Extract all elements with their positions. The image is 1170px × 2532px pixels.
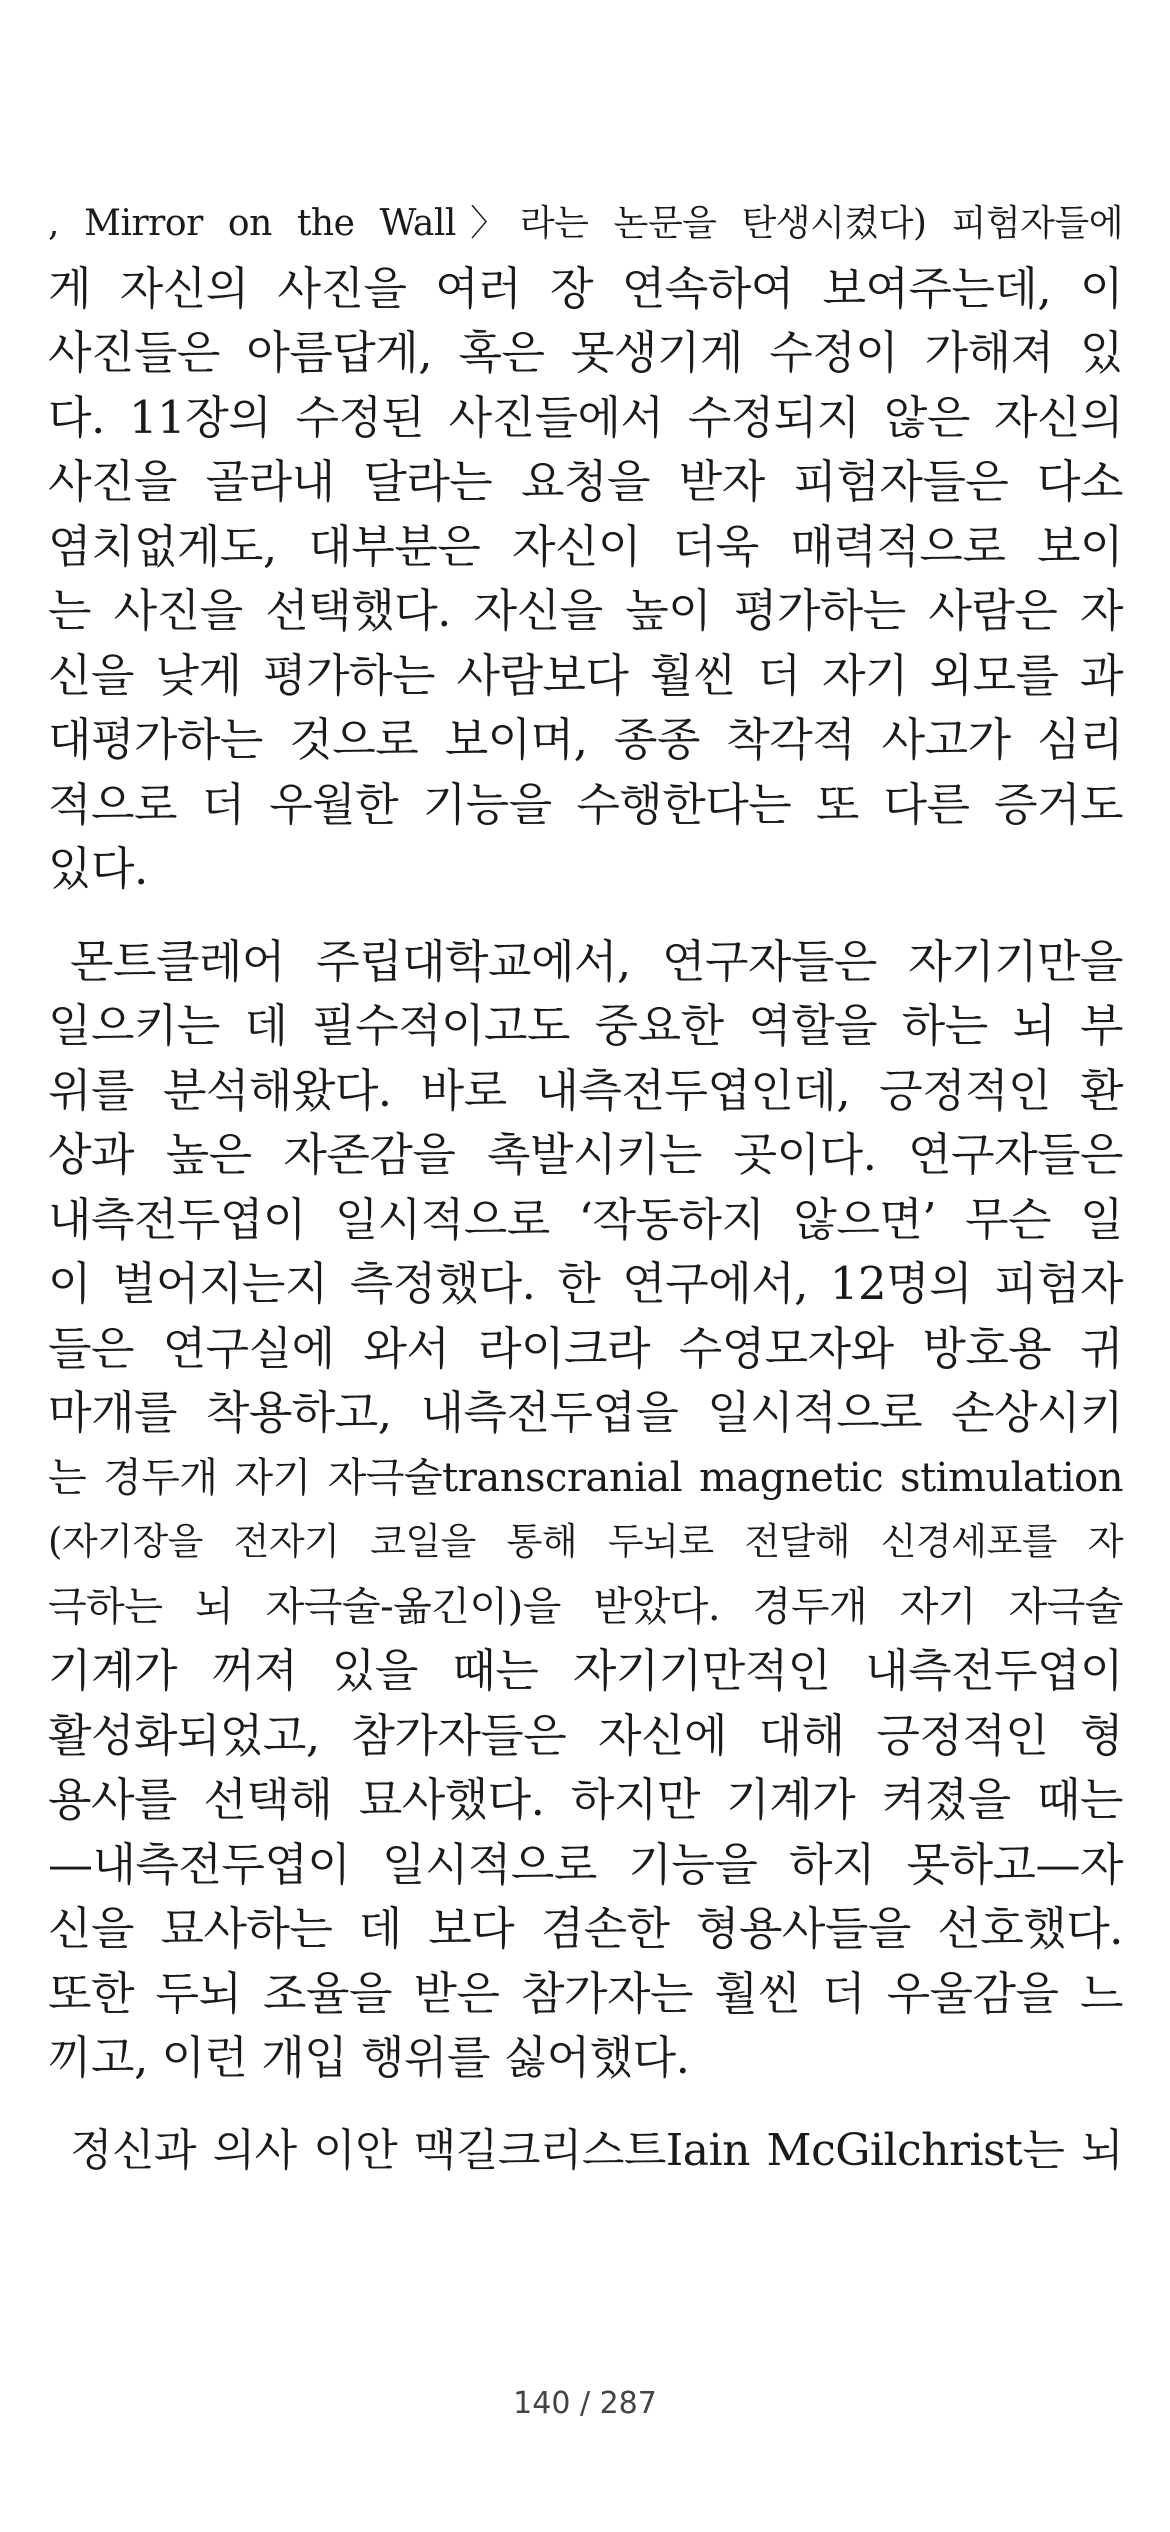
text-line: , Mirror on the Wall〉라는 논문을 탄생시켰다) 피험자들에 — [48, 203, 1123, 244]
text-line: 신을 낮게 평가하는 사람보다 훨씬 더 자기 외모를 과 — [48, 648, 1123, 702]
text-line: 마개를 착용하고, 내측전두엽을 일시적으로 손상시키 — [48, 1386, 1123, 1439]
text-line: 신을 묘사하는 데 보다 겸손한 형용사들을 선호했다. — [48, 1902, 1123, 1955]
text-line: 이 벌어지는지 측정했다. 한 연구에서, 12명의 피험자 — [48, 1257, 1123, 1310]
text-line: 있다. — [48, 842, 148, 895]
text-line: 는 사진을 선택했다. 자신을 높이 평가하는 사람은 자 — [48, 584, 1123, 637]
page-number: 140 / 287 — [513, 2386, 657, 2421]
text-line: 정신과 의사 이안 맥길크리스트Iain McGilchrist는 뇌 — [70, 2124, 1123, 2176]
text-line: 극하는 뇌 자극술-옮긴이)을 받았다. 경두개 자기 자극술 — [48, 1583, 1123, 1630]
text-line: 내측전두엽이 일시적으로 ‘작동하지 않으면’ 무슨 일 — [48, 1192, 1123, 1246]
text-line: 다. 11장의 수정된 사진들에서 수정되지 않은 자신의 — [48, 390, 1123, 444]
text-line: 용사를 선택해 묘사했다. 하지만 기계가 켜졌을 때는 — [48, 1773, 1123, 1826]
text-line: 사진들은 아름답게, 혹은 못생기게 수정이 가해져 있 — [48, 326, 1123, 379]
text-line: 들은 연구실에 와서 라이크라 수영모자와 방호용 귀 — [48, 1321, 1123, 1375]
text-line: 대평가하는 것으로 보이며, 종종 착각적 사고가 심리 — [48, 713, 1123, 766]
text-line: (자기장을 전자기 코일을 통해 두뇌로 전달해 신경세포를 자 — [48, 1520, 1123, 1563]
text-line: 일으키는 데 필수적이고도 중요한 역할을 하는 뇌 부 — [48, 999, 1123, 1052]
text-line: 사진을 골라내 달라는 요청을 받자 피험자들은 다소 — [48, 455, 1123, 508]
text-line: 활성화되었고, 참가자들은 자신에 대해 긍정적인 형 — [48, 1708, 1123, 1762]
text-line: 몬트클레어 주립대학교에서, 연구자들은 자기기만을 — [70, 934, 1123, 988]
paragraph-2 — [48, 930, 1123, 2091]
text-line: 끼고, 이런 개입 행위를 싫어했다. — [48, 2031, 690, 2084]
text-line: 위를 분석해왔다. 바로 내측전두엽인데, 긍정적인 환 — [48, 1063, 1123, 1117]
text-line: —내측전두엽이 일시적으로 기능을 하지 못하고—자 — [48, 1837, 1123, 1891]
text-line: 는 경두개 자기 자극술transcranial magnetic stimulation — [48, 1454, 1123, 1501]
text-line: 적으로 더 우월한 기능을 수행한다는 또 다른 증거도 — [48, 777, 1123, 831]
text-line: 기계가 꺼져 있을 때는 자기기만적인 내측전두엽이 — [48, 1644, 1123, 1697]
paragraph-1 — [48, 192, 1123, 902]
text-line: 또한 두뇌 조율을 받은 참가자는 훨씬 더 우울감을 느 — [48, 1966, 1123, 2020]
text-line: 염치없게도, 대부분은 자신이 더욱 매력적으로 보이 — [48, 519, 1123, 573]
paragraph-3 — [48, 2119, 1123, 2184]
text-line: 상과 높은 자존감을 촉발시키는 곳이다. 연구자들은 — [48, 1128, 1123, 1181]
page-text — [48, 192, 1123, 2211]
text-line: 게 자신의 사진을 여러 장 연속하여 보여주는데, 이 — [48, 261, 1123, 315]
